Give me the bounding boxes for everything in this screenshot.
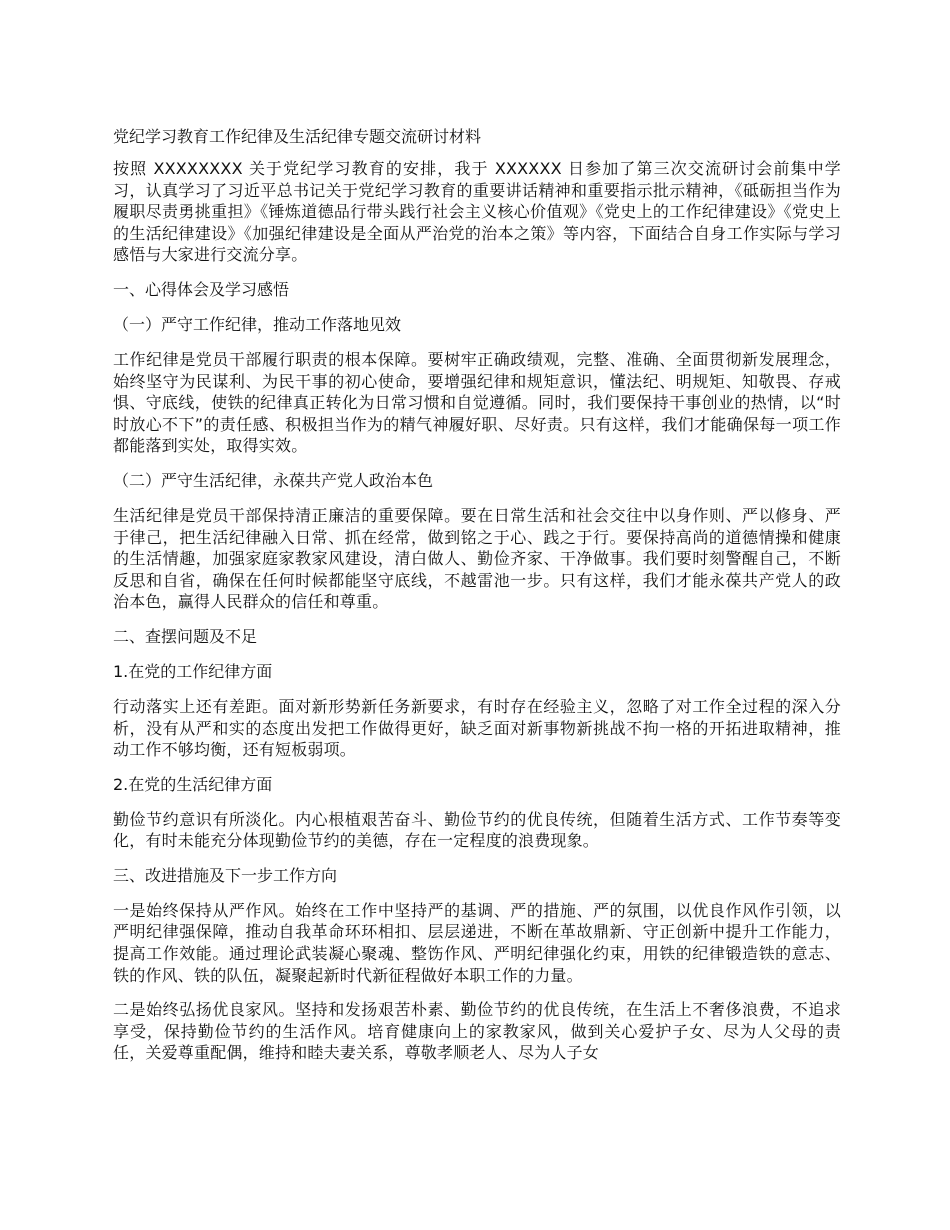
section-1-sub-2-heading: （二）严守生活纪律，永葆共产党人政治本色 bbox=[113, 470, 434, 490]
section-2-sub-2-body: 勤俭节约意识有所淡化。内心根植艰苦奋斗、勤俭节约的优良传统，但随着生活方式、工作节奏等变化，有时未能充分体现勤俭节约的美德，存在一定程度的浪费现象。 bbox=[113, 809, 841, 851]
section-1-heading: 一、心得体会及学习感悟 bbox=[113, 279, 290, 299]
section-2-sub-1-body: 行动落实上还有差距。面对新形势新任务新要求，有时存在经验主义，忽略了对工作全过程的深入分析，没有从严和实的态度出发把工作做得更好，缺乏面对新事物新挑战不拘一格的开拓进取精神，推动工作不够均衡，还有短板弱项。 bbox=[113, 696, 841, 760]
section-1-sub-2-body: 生活纪律是党员干部保持清正廉洁的重要保障。要在日常生活和社会交往中以身作则、严以修身、严于律己，把生活纪律融入日常、抓在经常，做到铭之于心、践之于行。要保持高尚的道德情操和健康的生活情趣，加强家庭家教家风建设，清白做人、勤俭齐家、干净做事。我们要时刻警醒自己，不断反思和自省，确保在任何时候都能坚守底线，不越雷池一步。只有这样，我们才能永葆共产党人的政治本色，赢得人民群众的信任和尊重。 bbox=[113, 505, 841, 612]
section-3-heading: 三、改进措施及下一步工作方向 bbox=[113, 865, 338, 885]
section-3-point-1: 一是始终保持从严作风。始终在工作中坚持严的基调、严的措施、严的氛围，以优良作风作引领，以严明纪律强保障，推动自我革命环环相扣、层层递进，不断在革故鼎新、守正创新中提升工作能力，提高工作效能。通过理论武装凝心聚魂、整饬作风、严明纪律强化约束，用铁的纪律锻造铁的意志、铁的作风、铁的队伍，凝聚起新时代新征程做好本职工作的力量。 bbox=[113, 900, 841, 985]
section-1-sub-1-heading: （一）严守工作纪律，推动工作落地见效 bbox=[113, 314, 402, 334]
section-3-point-2: 二是始终弘扬优良家风。坚持和发扬艰苦朴素、勤俭节约的优良传统，在生活上不奢侈浪费，不追求享受，保持勤俭节约的生活作风。培育健康向上的家教家风，做到关心爱护子女、尽为人父母的责任，关爱尊重配偶，维持和睦夫妻关系，尊敬孝顺老人、尽为人子女 bbox=[113, 1000, 841, 1063]
intro-paragraph: 按照 XXXXXXXX 关于党纪学习教育的安排，我于 XXXXXX 日参加了第三次交流研讨会前集中学习，认真学习了习近平总书记关于党纪学习教育的重要讲话精神和重要指示批示精神，《砥砺担当作为履职尽责勇挑重担》《锤炼道德品行带头践行社会主义核心价值观》《党史上的工作纪律建设》《党史上的生活纪律建设》《加强纪律建设是全面从严治党的治本之策》等内容，下面结合自身工作实际与学习感悟与大家进行交流分享。 bbox=[113, 159, 841, 265]
document-title: 党纪学习教育工作纪律及生活纪律专题交流研讨材料 bbox=[113, 127, 482, 146]
section-2-heading: 二、查摆问题及不足 bbox=[113, 626, 258, 646]
section-2-sub-2-heading: 2.在党的生活纪律方面 bbox=[113, 774, 273, 794]
section-1-sub-1-body: 工作纪律是党员干部履行职责的根本保障。要树牢正确政绩观，完整、准确、全面贯彻新发展理念，始终坚守为民谋利、为民干事的初心使命，要增强纪律和规矩意识，懂法纪、明规矩、知敬畏、存戒惧、守底线，使铁的纪律真正转化为日常习惯和自觉遵循。同时，我们要保持干事创业的热情，以“时时放心不下”的责任感、积极担当作为的精气神履好职、尽好责。只有这样，我们才能确保每一项工作都能落到实处，取得实效。 bbox=[113, 349, 841, 456]
document-page bbox=[113, 126, 841, 1077]
section-2-sub-1-heading: 1.在党的工作纪律方面 bbox=[113, 661, 273, 681]
